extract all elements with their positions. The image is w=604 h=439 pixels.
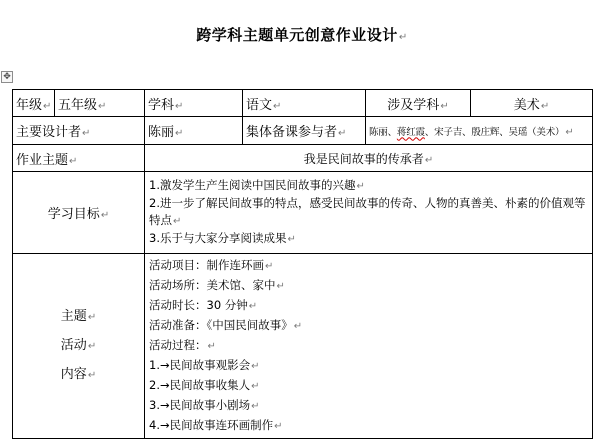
activity-duration: 活动时长：30 分钟↵ (149, 298, 258, 312)
row-designer (13, 117, 593, 145)
spellcheck-underlined-name: 蒋红霞 (396, 126, 425, 138)
subject-label-cell: 学科↵ (145, 90, 243, 117)
goals-label-cell: 学习目标↵ (13, 172, 145, 254)
row-goals (13, 172, 593, 254)
designer-label-cell: 主要设计者↵ (13, 117, 145, 145)
document-title: 跨学科主题单元创意作业设计↵ (196, 26, 408, 44)
activity-place: 活动场所：美术馆、家中↵ (149, 278, 285, 292)
topic-value-cell: 我是民间故事的传承者↵ (145, 145, 593, 172)
activity-content-label-cell (13, 254, 145, 439)
row-grade (13, 90, 593, 117)
prep-members-label-cell: 集体备课参与者↵ (243, 117, 366, 145)
related-subject-value-cell: 美术↵ (471, 90, 593, 117)
row-topic (13, 145, 593, 172)
subject-value-cell: 语文↵ (243, 90, 366, 117)
content-label-line: 主题↵ (60, 308, 97, 324)
activity-project: 活动项目：制作连环画↵ (149, 258, 274, 272)
content-label-line: 活动↵ (60, 337, 97, 353)
activity-step: 3.→民间故事小剧场↵ (149, 398, 260, 412)
activity-step: 4.→民间故事连环画制作↵ (149, 418, 283, 432)
grade-label-cell: 年级↵ (13, 90, 55, 117)
designer-value-cell: 陈丽↵ (145, 117, 243, 145)
goal-item: 1.激发学生产生阅读中国民间故事的兴趣↵ (149, 178, 365, 192)
related-subject-label-cell: 涉及学科↵ (366, 90, 471, 117)
grade-value-cell: 五年级↵ (55, 90, 145, 117)
activity-step: 1.→民间故事观影会↵ (149, 358, 260, 372)
row-activity (13, 254, 593, 439)
goal-item: 3.乐于与大家分享阅读成果↵ (149, 231, 296, 245)
prep-members-value-cell: 陈丽、蒋红霞、宋子吉、殷庄辉、吴瑶（美术）↵ (366, 117, 593, 145)
paragraph-mark: ↵ (398, 32, 408, 43)
goals-content-cell (145, 172, 593, 254)
activity-process: 活动过程：↵ (149, 338, 216, 352)
table-move-handle-icon[interactable]: ✥ (1, 71, 13, 83)
activity-step: 2.→民间故事收集人↵ (149, 378, 260, 392)
activity-preparation: 活动准备：《中国民间故事》↵ (149, 318, 303, 332)
activity-content-cell (145, 254, 593, 439)
assignment-design-table (12, 89, 593, 439)
content-label-line: 内容↵ (60, 366, 97, 382)
goal-item: 2.进一步了解民间故事的特点，感受民间故事的传奇、人物的真善美、朴素的价值观等特点↵ (149, 196, 586, 227)
topic-label-cell: 作业主题↵ (13, 145, 145, 172)
